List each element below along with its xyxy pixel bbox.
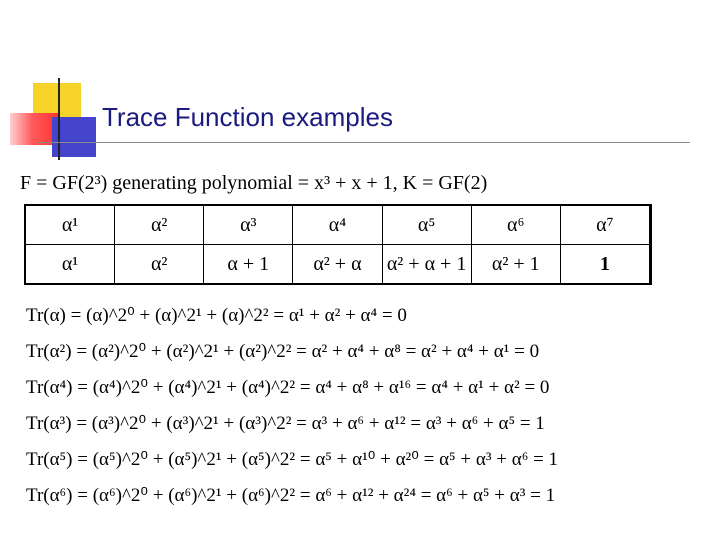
table-cell: α⁶ (471, 205, 560, 245)
table-cell: α¹ (25, 205, 115, 245)
table-cell: α² + α (293, 245, 382, 285)
table-row-powers (25, 205, 651, 245)
trace-equation-1: Tr(α) = (α)^2⁰ + (α)^2¹ + (α)^2² = α¹ + α² + α⁴ = 0 (26, 305, 407, 326)
table-cell: α² + α + 1 (382, 245, 471, 285)
table-cell: α² (115, 205, 204, 245)
power-table (24, 204, 652, 285)
table-row-values (25, 245, 651, 285)
table-cell: α⁴ (293, 205, 382, 245)
table-cell: α⁷ (560, 205, 650, 245)
table-cell: α² (115, 245, 204, 285)
table-cell: α² + 1 (471, 245, 560, 285)
field-definition: F = GF(2³) generating polynomial = x³ + x + 1, K = GF(2) (20, 172, 488, 194)
table-cell: α + 1 (204, 245, 293, 285)
trace-equation-2: Tr(α²) = (α²)^2⁰ + (α²)^2¹ + (α²)^2² = α² + α⁴ + α⁸ = α² + α⁴ + α¹ = 0 (26, 341, 540, 362)
trace-equation-4: Tr(α³) = (α³)^2⁰ + (α³)^2¹ + (α³)^2² = α³ + α⁶ + α¹² = α³ + α⁶ + α⁵ = 1 (26, 413, 545, 434)
table-cell: α¹ (25, 245, 115, 285)
trace-equation-6: Tr(α⁶) = (α⁶)^2⁰ + (α⁶)^2¹ + (α⁶)^2² = α⁶ + α¹² + α²⁴ = α⁶ + α⁵ + α³ = 1 (26, 485, 556, 506)
table-cell: α³ (204, 205, 293, 245)
logo-vertical-line (58, 78, 60, 160)
title-underline (38, 142, 690, 143)
trace-equation-5: Tr(α⁵) = (α⁵)^2⁰ + (α⁵)^2¹ + (α⁵)^2² = α⁵ + α¹⁰ + α²⁰ = α⁵ + α³ + α⁶ = 1 (26, 449, 559, 470)
table-cell: α⁵ (382, 205, 471, 245)
slide-title: Trace Function examples (102, 102, 393, 132)
slide-logo (0, 0, 100, 170)
table-cell: 1 (560, 245, 650, 285)
trace-equation-3: Tr(α⁴) = (α⁴)^2⁰ + (α⁴)^2¹ + (α⁴)^2² = α⁴ + α⁸ + α¹⁶ = α⁴ + α¹ + α² = 0 (26, 377, 550, 398)
